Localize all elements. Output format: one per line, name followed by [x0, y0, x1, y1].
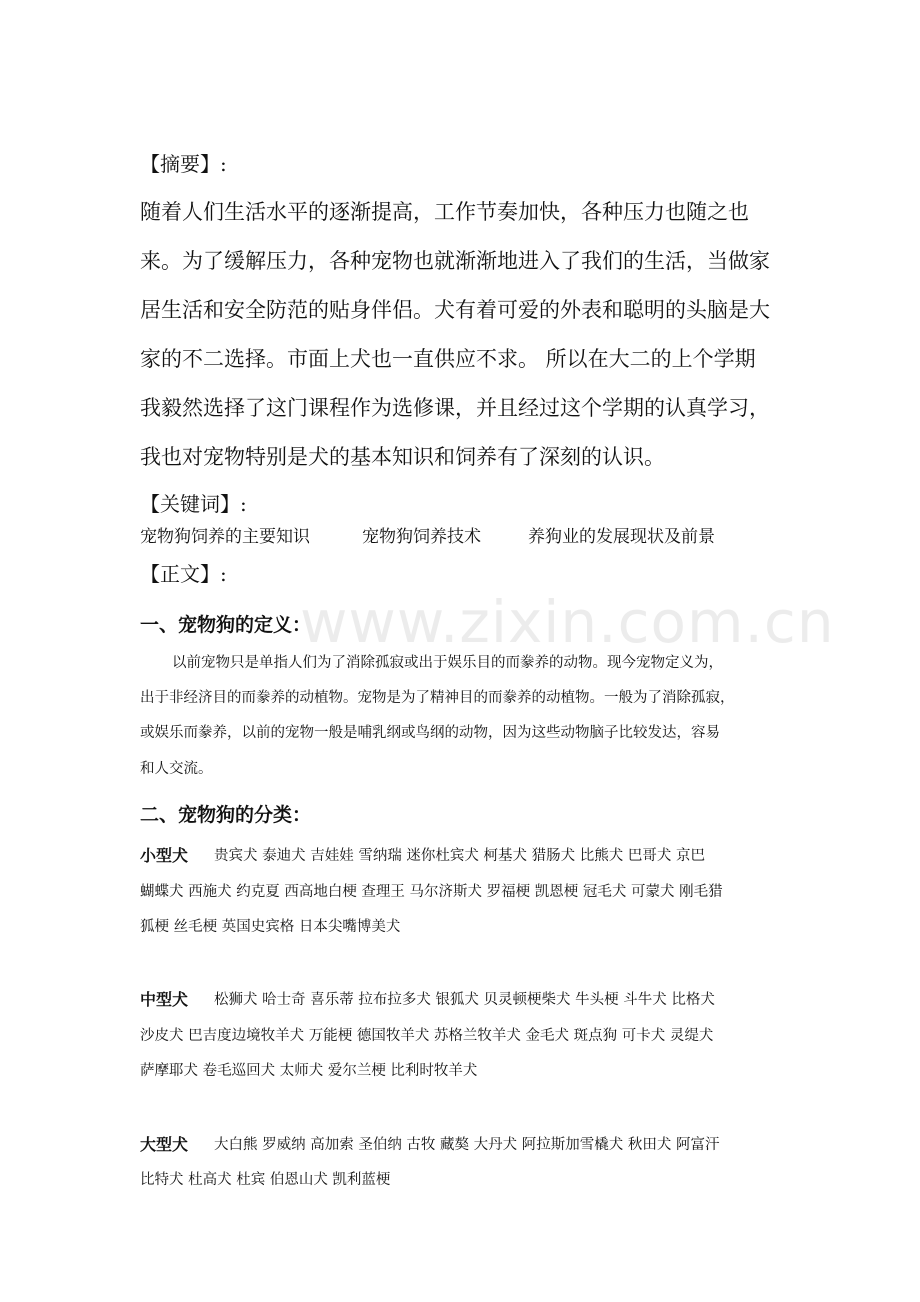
- breed-line: 沙皮犬 巴吉度边境牧羊犬 万能梗 德国牧羊犬 苏格兰牧羊犬 金毛犬 斑点狗 可卡犬 灵缇犬: [140, 1028, 714, 1044]
- section-title-classification: 二、宠物狗的分类：: [140, 804, 312, 826]
- paragraph-line: 以前宠物只是单指人们为了消除孤寂或出于娱乐目的而豢养的动物。现今宠物定义为，: [172, 655, 723, 671]
- breed-line: 比特犬 杜高犬 杜宾 伯恩山犬 凯利蓝梗: [140, 1172, 391, 1188]
- paragraph-line: 出于非经济目的而豢养的动植物。宠物是为了精神目的而豢养的动植物。一般为了消除孤寂，: [140, 690, 735, 706]
- paragraph-line: 和人交流。: [140, 761, 213, 777]
- abstract-line: 我毅然选择了这门课程作为选修课，并且经过这个学期的认真学习，: [140, 396, 770, 420]
- paragraph-line: 或娱乐而豢养，以前的宠物一般是哺乳纲或鸟纲的动物，因为这些动物脑子比较发达，容易: [140, 725, 720, 741]
- keyword-item: 养狗业的发展现状及前景: [528, 527, 715, 547]
- breed-line: 萨摩耶犬 卷毛巡回犬 太师犬 爱尔兰梗 比利时牧羊犬: [140, 1063, 478, 1079]
- body-heading: 【正文】:: [140, 562, 227, 586]
- breed-line: 大白熊 罗威纳 高加索 圣伯纳 古牧 藏獒 大丹犬 阿拉斯加雪橇犬 秋田犬 阿富汗: [214, 1137, 720, 1153]
- abstract-line: 家的不二选择。市面上犬也一直供应不求。 所以在大二的上个学期: [140, 347, 756, 371]
- category-label-small: 小型犬: [140, 846, 189, 865]
- abstract-line: 我也对宠物特别是犬的基本知识和饲养有了深刻的认识。: [140, 445, 665, 469]
- abstract-heading: 【摘要】:: [140, 152, 227, 176]
- breed-line: 贵宾犬 泰迪犬 吉娃娃 雪纳瑞 迷你杜宾犬 柯基犬 猎肠犬 比熊犬 巴哥犬 京巴: [214, 848, 705, 864]
- section-title-definition: 一、宠物狗的定义：: [140, 614, 312, 636]
- abstract-line: 来。为了缓解压力，各种宠物也就渐渐地进入了我们的生活，当做家: [140, 249, 770, 273]
- keywords-heading: 【关键词】:: [140, 492, 247, 516]
- breed-line: 松狮犬 哈士奇 喜乐蒂 拉布拉多犬 银狐犬 贝灵顿梗柴犬 牛头梗 斗牛犬 比格犬: [214, 992, 715, 1008]
- breed-line: 狐梗 丝毛梗 英国史宾格 日本尖嘴博美犬: [140, 919, 401, 935]
- category-label-large: 大型犬: [140, 1135, 189, 1154]
- keyword-item: 宠物狗饲养技术: [362, 527, 481, 547]
- keyword-item: 宠物狗饲养的主要知识: [140, 527, 310, 547]
- watermark-text: www.zixin.com.cn: [300, 588, 835, 656]
- breed-line: 蝴蝶犬 西施犬 约克夏 西高地白梗 查理王 马尔济斯犬 罗福梗 凯恩梗 冠毛犬 可蒙犬 刚毛猎: [140, 884, 723, 900]
- abstract-line: 随着人们生活水平的逐渐提高，工作节奏加快，各种压力也随之也: [140, 200, 749, 224]
- abstract-line: 居生活和安全防范的贴身伴侣。犬有着可爱的外表和聪明的头脑是大: [140, 298, 770, 322]
- category-label-medium: 中型犬: [140, 990, 189, 1009]
